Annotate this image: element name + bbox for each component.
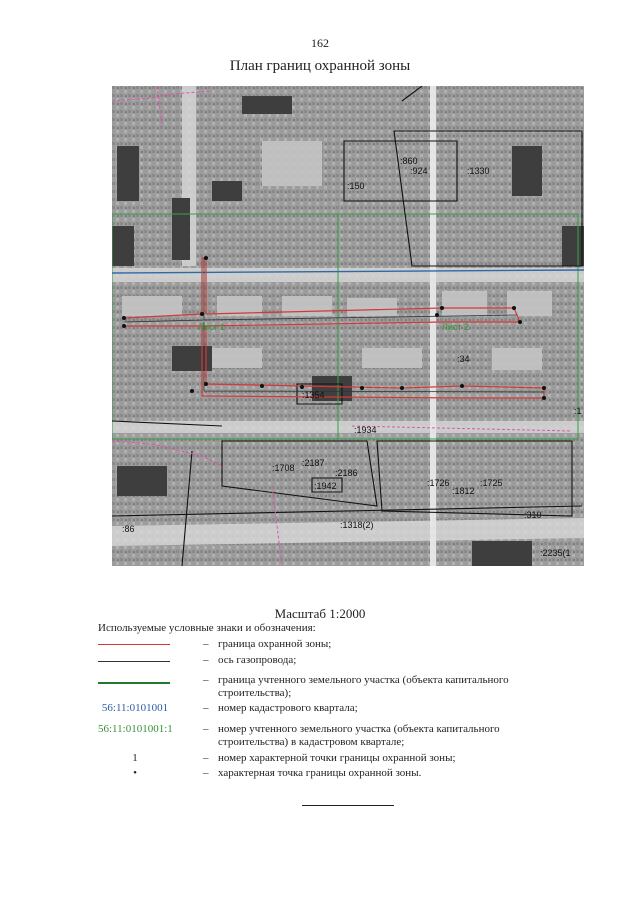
pipeline-axis-symbol <box>98 661 170 662</box>
legend-dash: – <box>203 674 209 686</box>
map-scale: Масштаб 1:2000 <box>274 606 366 621</box>
page-title: План границ охранной зоны <box>229 58 411 74</box>
legend-dash: – <box>203 752 209 764</box>
legend-desc: номер кадастрового квартала; <box>218 702 358 714</box>
parcel-label: :150 <box>347 181 365 191</box>
parcel-label: :2187 <box>302 458 325 468</box>
map-canvas <box>112 86 584 566</box>
parcel-label: :1942 <box>314 481 337 491</box>
parcel-label: :1330 <box>467 166 490 176</box>
point-number-symbol: 1 <box>132 752 138 764</box>
legend-title: Используемые условные знаки и обозначения: <box>98 622 316 634</box>
legend-dash: – <box>203 702 209 714</box>
legend-dash: – <box>203 638 209 650</box>
parcel-label: :924 <box>410 166 428 176</box>
legend-desc: номер характерной точки границы охранной зоны; <box>218 752 456 764</box>
legend-dash: – <box>203 654 209 666</box>
quarter-number-symbol: 56:11:0101001 <box>101 702 169 714</box>
parcel-label: :1354 <box>302 390 325 400</box>
parcel-label: :86 <box>122 524 135 534</box>
parcel-label: :1812 <box>452 486 475 496</box>
parcel-number-symbol: 56:11:0101001:1 <box>98 723 173 735</box>
sheet-label-1: Лист 1 <box>198 322 226 332</box>
zone-border-symbol <box>98 644 170 645</box>
parcel-label: :1708 <box>272 463 295 473</box>
footer-rule <box>302 805 394 806</box>
legend-desc: номер учтенного земельного участка (объекта капитального строительства) в кадастровом квартале; <box>218 723 500 748</box>
characteristic-point-symbol: • <box>133 767 137 779</box>
legend-desc: ось газопровода; <box>218 654 297 666</box>
legend-dash: – <box>203 723 209 735</box>
sheet-label-2: Лист 2 <box>442 322 470 332</box>
parcel-label: :860 <box>400 156 418 166</box>
parcel-border-symbol <box>98 682 170 684</box>
parcel-label: :1725 <box>480 478 503 488</box>
parcel-label: :1726 <box>427 478 450 488</box>
legend-dash: – <box>203 767 209 779</box>
cadastral-map <box>112 86 584 566</box>
parcel-label: :1934 <box>354 425 377 435</box>
parcel-label: :1 <box>574 406 582 416</box>
parcel-label: :2186 <box>335 468 358 478</box>
parcel-label: :34 <box>457 354 470 364</box>
parcel-label: :2235(1 <box>540 548 571 558</box>
page-number: 162 <box>311 36 329 50</box>
legend-desc: граница охранной зоны; <box>218 638 332 650</box>
legend-desc: граница учтенного земельного участка (объекта капитального строительства); <box>218 674 509 699</box>
parcel-label: :1318(2) <box>340 520 374 530</box>
parcel-label: :310 <box>524 510 542 520</box>
legend-desc: характерная точка границы охранной зоны. <box>218 767 422 779</box>
